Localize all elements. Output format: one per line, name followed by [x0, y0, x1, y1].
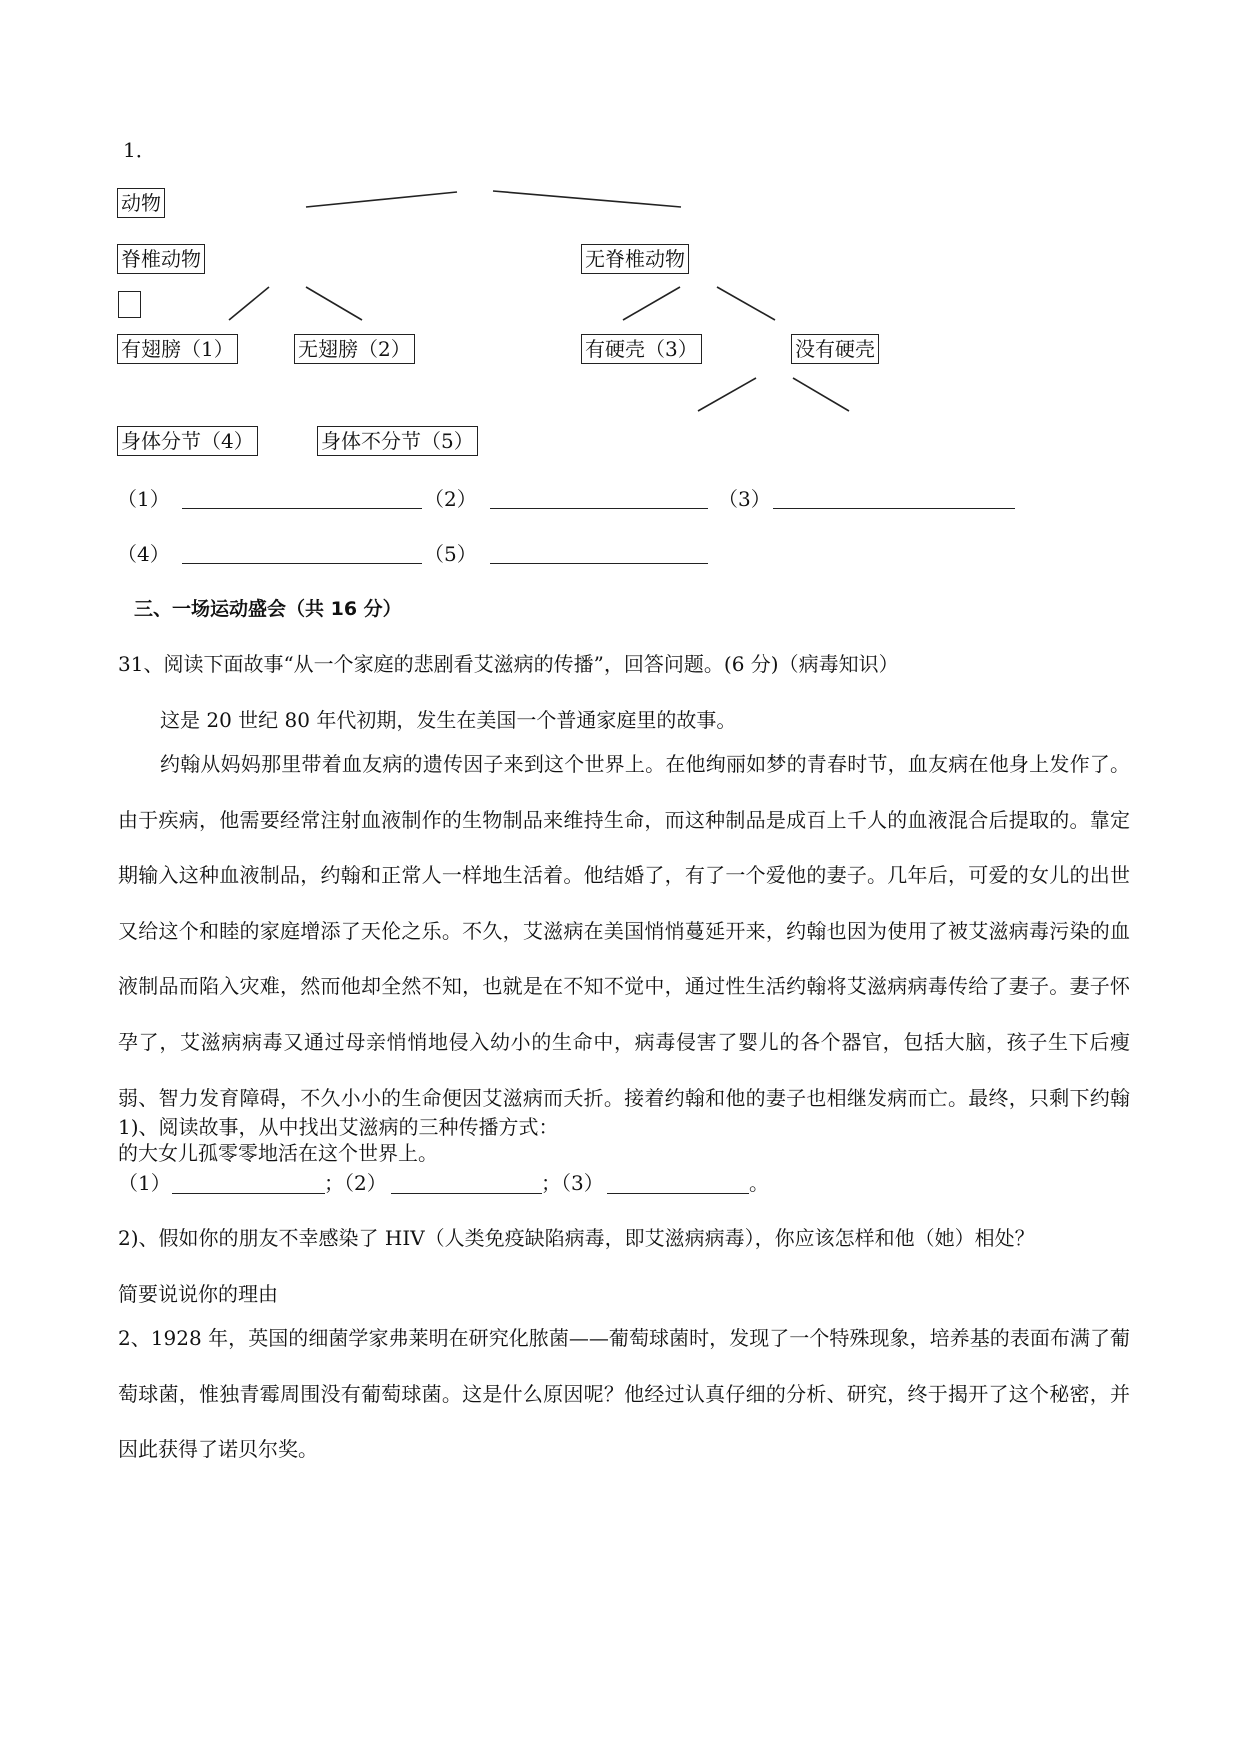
- answer-blank-3[interactable]: [773, 508, 1015, 509]
- tree-node-hard-shell: 有硬壳（3）: [581, 334, 702, 364]
- answer-blank-4[interactable]: [182, 563, 422, 564]
- sub1-blank-3[interactable]: [607, 1193, 749, 1194]
- answer-blank-2[interactable]: [490, 508, 708, 509]
- sub1-label-3: ；（3）: [541, 1171, 604, 1195]
- story-intro: 这是 20 世纪 80 年代初期，发生在美国一个普通家庭里的故事。: [160, 708, 737, 732]
- answer-label-5: （5）: [424, 542, 477, 566]
- story-body: 约翰从妈妈那里带着血友病的遗传因子来到这个世界上。在他绚丽如梦的青春时节，血友病在他身上发作了。由于疾病，他需要经常注射血液制作的生物制品来维持生命，而这种制品是成百上千人的血液混合后提取的。靠定期输入这种血液制品，约翰和正常人一样地生活着。他结婚了，有了一个爱他的妻子。几年后，可爱的女儿的出世又给这个和睦的家庭增添了天伦之乐。不久，艾滋病在美国悄悄蔓延开来，约翰也因为使用了被艾滋病毒污染的血液制品而陷入灾难，然而他却全然不知，也就是在不知不觉中，通过性生活约翰将艾滋病病毒传给了妻子。妻子怀孕了，艾滋病病毒又通过母亲悄悄地侵入幼小的生命中，病毒侵害了婴儿的各个器官，包括大脑，孩子生下后瘦弱、智力发育障碍，不久小小的生命便因艾滋病而夭折。接着约翰和他的妻子也相继发病而亡。最终，只剩下约翰的大女儿孤零零地活在这个世界上。: [118, 752, 1130, 1166]
- connector-line: [493, 191, 681, 207]
- tree-connectors: [0, 0, 1241, 440]
- answer-label-3: （3）: [718, 487, 771, 511]
- tree-node-root: 动物: [117, 188, 165, 218]
- tree-node-winged: 有翅膀（1）: [117, 334, 238, 364]
- question-2-text: 2、1928 年，英国的细菌学家弗莱明在研究化脓菌——葡萄球菌时，发现了一个特殊现象，培养基的表面布满了葡萄球菌，惟独青霉周围没有葡萄球菌。这是什么原因呢？他经过认真仔细的分析、研究，终于揭开了这个秘密，并因此获得了诺贝尔奖。: [118, 1326, 1130, 1462]
- connector-line: [623, 287, 680, 320]
- sub1-label-1: （1）: [118, 1171, 171, 1195]
- tree-node-segmented: 身体分节（4）: [117, 426, 258, 456]
- connector-line: [793, 378, 849, 411]
- answer-label-4: （4）: [117, 542, 170, 566]
- sub-question-2-line1: 2)、假如你的朋友不幸感染了 HIV（人类免疫缺陷病毒，即艾滋病病毒），你应该怎样和他（她）相处？: [118, 1226, 1035, 1250]
- answer-blank-1[interactable]: [182, 508, 422, 509]
- section-title: 三、一场运动盛会（共 16 分）: [134, 598, 402, 620]
- sub1-blank-1[interactable]: [172, 1193, 325, 1194]
- answer-label-2: （2）: [424, 487, 477, 511]
- connector-line: [306, 192, 457, 207]
- sub1-label-2: ；（2）: [324, 1171, 387, 1195]
- tree-node-unsegmented: 身体不分节（5）: [317, 426, 478, 456]
- connector-line: [717, 287, 775, 320]
- sub-question-1: 1)、阅读故事，从中找出艾滋病的三种传播方式：: [118, 1115, 559, 1139]
- connector-line: [698, 378, 756, 411]
- tree-node-wingless: 无翅膀（2）: [294, 334, 415, 364]
- answer-blank-5[interactable]: [490, 563, 708, 564]
- sub1-blank-2[interactable]: [391, 1193, 542, 1194]
- tree-node-vertebrate: 脊椎动物: [117, 244, 205, 274]
- tree-node-no-shell: 没有硬壳: [791, 334, 879, 364]
- question-31-prompt: 31、阅读下面故事“从一个家庭的悲剧看艾滋病的传播”，回答问题。(6 分)（病毒知识）: [118, 652, 899, 676]
- sub1-end: 。: [749, 1171, 769, 1195]
- connector-line: [306, 287, 362, 320]
- connector-line: [229, 287, 269, 320]
- question-number: 1．: [123, 138, 156, 162]
- answer-label-1: （1）: [117, 487, 170, 511]
- tree-node-invertebrate: 无脊椎动物: [581, 244, 689, 274]
- sub-question-2-line2: 简要说说你的理由: [118, 1282, 278, 1306]
